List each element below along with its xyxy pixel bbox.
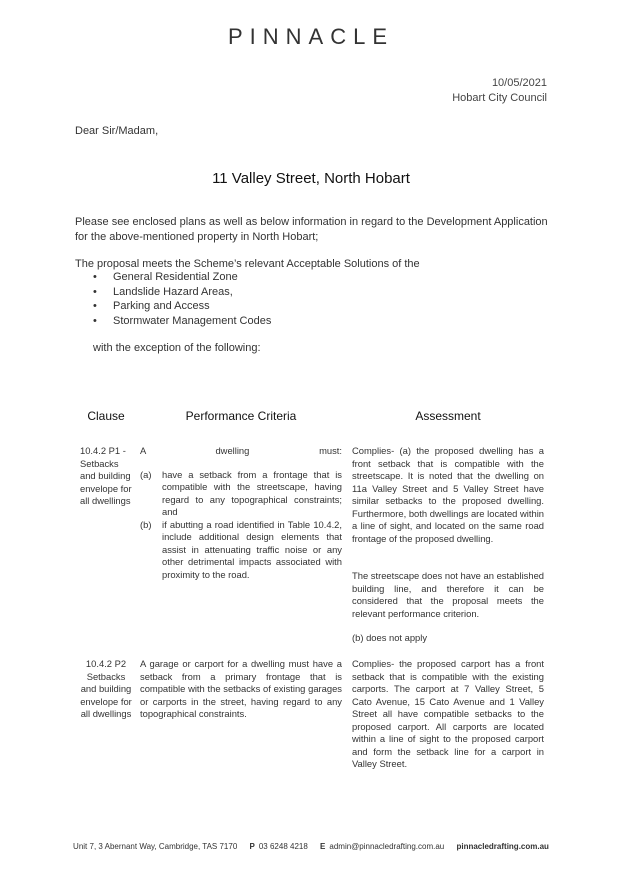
zone-list (93, 270, 271, 328)
document-title: 11 Valley Street, North Hobart (212, 170, 410, 187)
row1-clause: 10.4.2 P1 - Setbacks and building envelope for all dwellings (80, 445, 132, 506)
row1-assessment-p1: Complies- (a) the proposed dwelling has a front setback that is compatible with the streetscape. It is noted that the dwelling on 11a Valley Street and 5 Valley Street have similar setbacks to the proposed dwelling. Furthermore, both dwellings are located within a line of sight, and located on the same road frontage of the proposed dwelling. (352, 445, 544, 544)
footer-email[interactable]: admin@pinnacledrafting.com.au (329, 842, 445, 851)
criteria-a: have a setback from a frontage that is compatible with the streetscape, having regard to any topographical constraints; and (162, 468, 342, 517)
footer (0, 842, 622, 851)
row1-assessment-p2: The streetscape does not have an established building line, and therefore it can be considered that the proposal meets the relevant performance criterion. (352, 570, 544, 619)
header-criteria: Performance Criteria (185, 409, 297, 423)
proposal-lead: The proposal meets the Scheme’s relevant Acceptable Solutions of the (75, 258, 420, 270)
footer-address: Unit 7, 3 Abernant Way, Cambridge, TAS 7170 (73, 842, 238, 851)
list-item: • Parking and Access (93, 299, 271, 314)
criteria-label-a: (a) (140, 468, 152, 480)
row1-criteria (140, 445, 342, 581)
row2-criteria: A garage or carport for a dwelling must have a setback from a primary frontage that is compatible with the setbacks of existing garages or carports in the street, having regard to any topographical constraints. (140, 658, 342, 719)
criteria-intro: A dwelling must: (140, 445, 342, 456)
criteria-label-b: (b) (140, 518, 152, 530)
company-logo: PINNACLE (227, 24, 395, 49)
phone-label: P (249, 842, 255, 851)
row2-assessment: Complies- the proposed carport has a front setback that is compatible with the existing carports. The carport at 7 Valley Street, 5 Cato Avenue, 15 Cato Avenue and 1 Valley Street all have compatible setbacks to the proposed carport. All carports are located within a line of sight to the proposed carport and form the setback line for a carport in Valley Street. (352, 658, 544, 769)
list-item: • General Residential Zone (93, 270, 271, 285)
criteria-b: if abutting a road identified in Table 10.4.2, include additional design elements that assist in attenuating traffic noise or any other detrimental impacts associated with proximity to the road. (162, 518, 342, 580)
list-item: • Landslide Hazard Areas, (93, 285, 271, 300)
footer-phone[interactable]: 03 6248 4218 (258, 842, 308, 851)
greeting: Dear Sir/Madam, (75, 125, 159, 137)
letter-date: 10/05/2021 (491, 77, 547, 89)
exception-text: with the exception of the following: (93, 342, 261, 354)
list-item: • Stormwater Management Codes (93, 314, 271, 329)
row2-clause: 10.4.2 P2 Setbacks and building envelope for all dwellings (80, 658, 132, 719)
recipient: Hobart City Council (452, 92, 547, 104)
header-assessment: Assessment (415, 409, 481, 423)
footer-website[interactable]: pinnacledrafting.com.au (456, 842, 549, 851)
row1-assessment-p3: (b) does not apply (352, 632, 428, 643)
intro-paragraph: Please see enclosed plans as well as below information in regard to the Development Application for the above-mentioned property in North Hobart; (75, 216, 548, 243)
header-clause: Clause (87, 409, 125, 423)
email-label: E (320, 842, 326, 851)
